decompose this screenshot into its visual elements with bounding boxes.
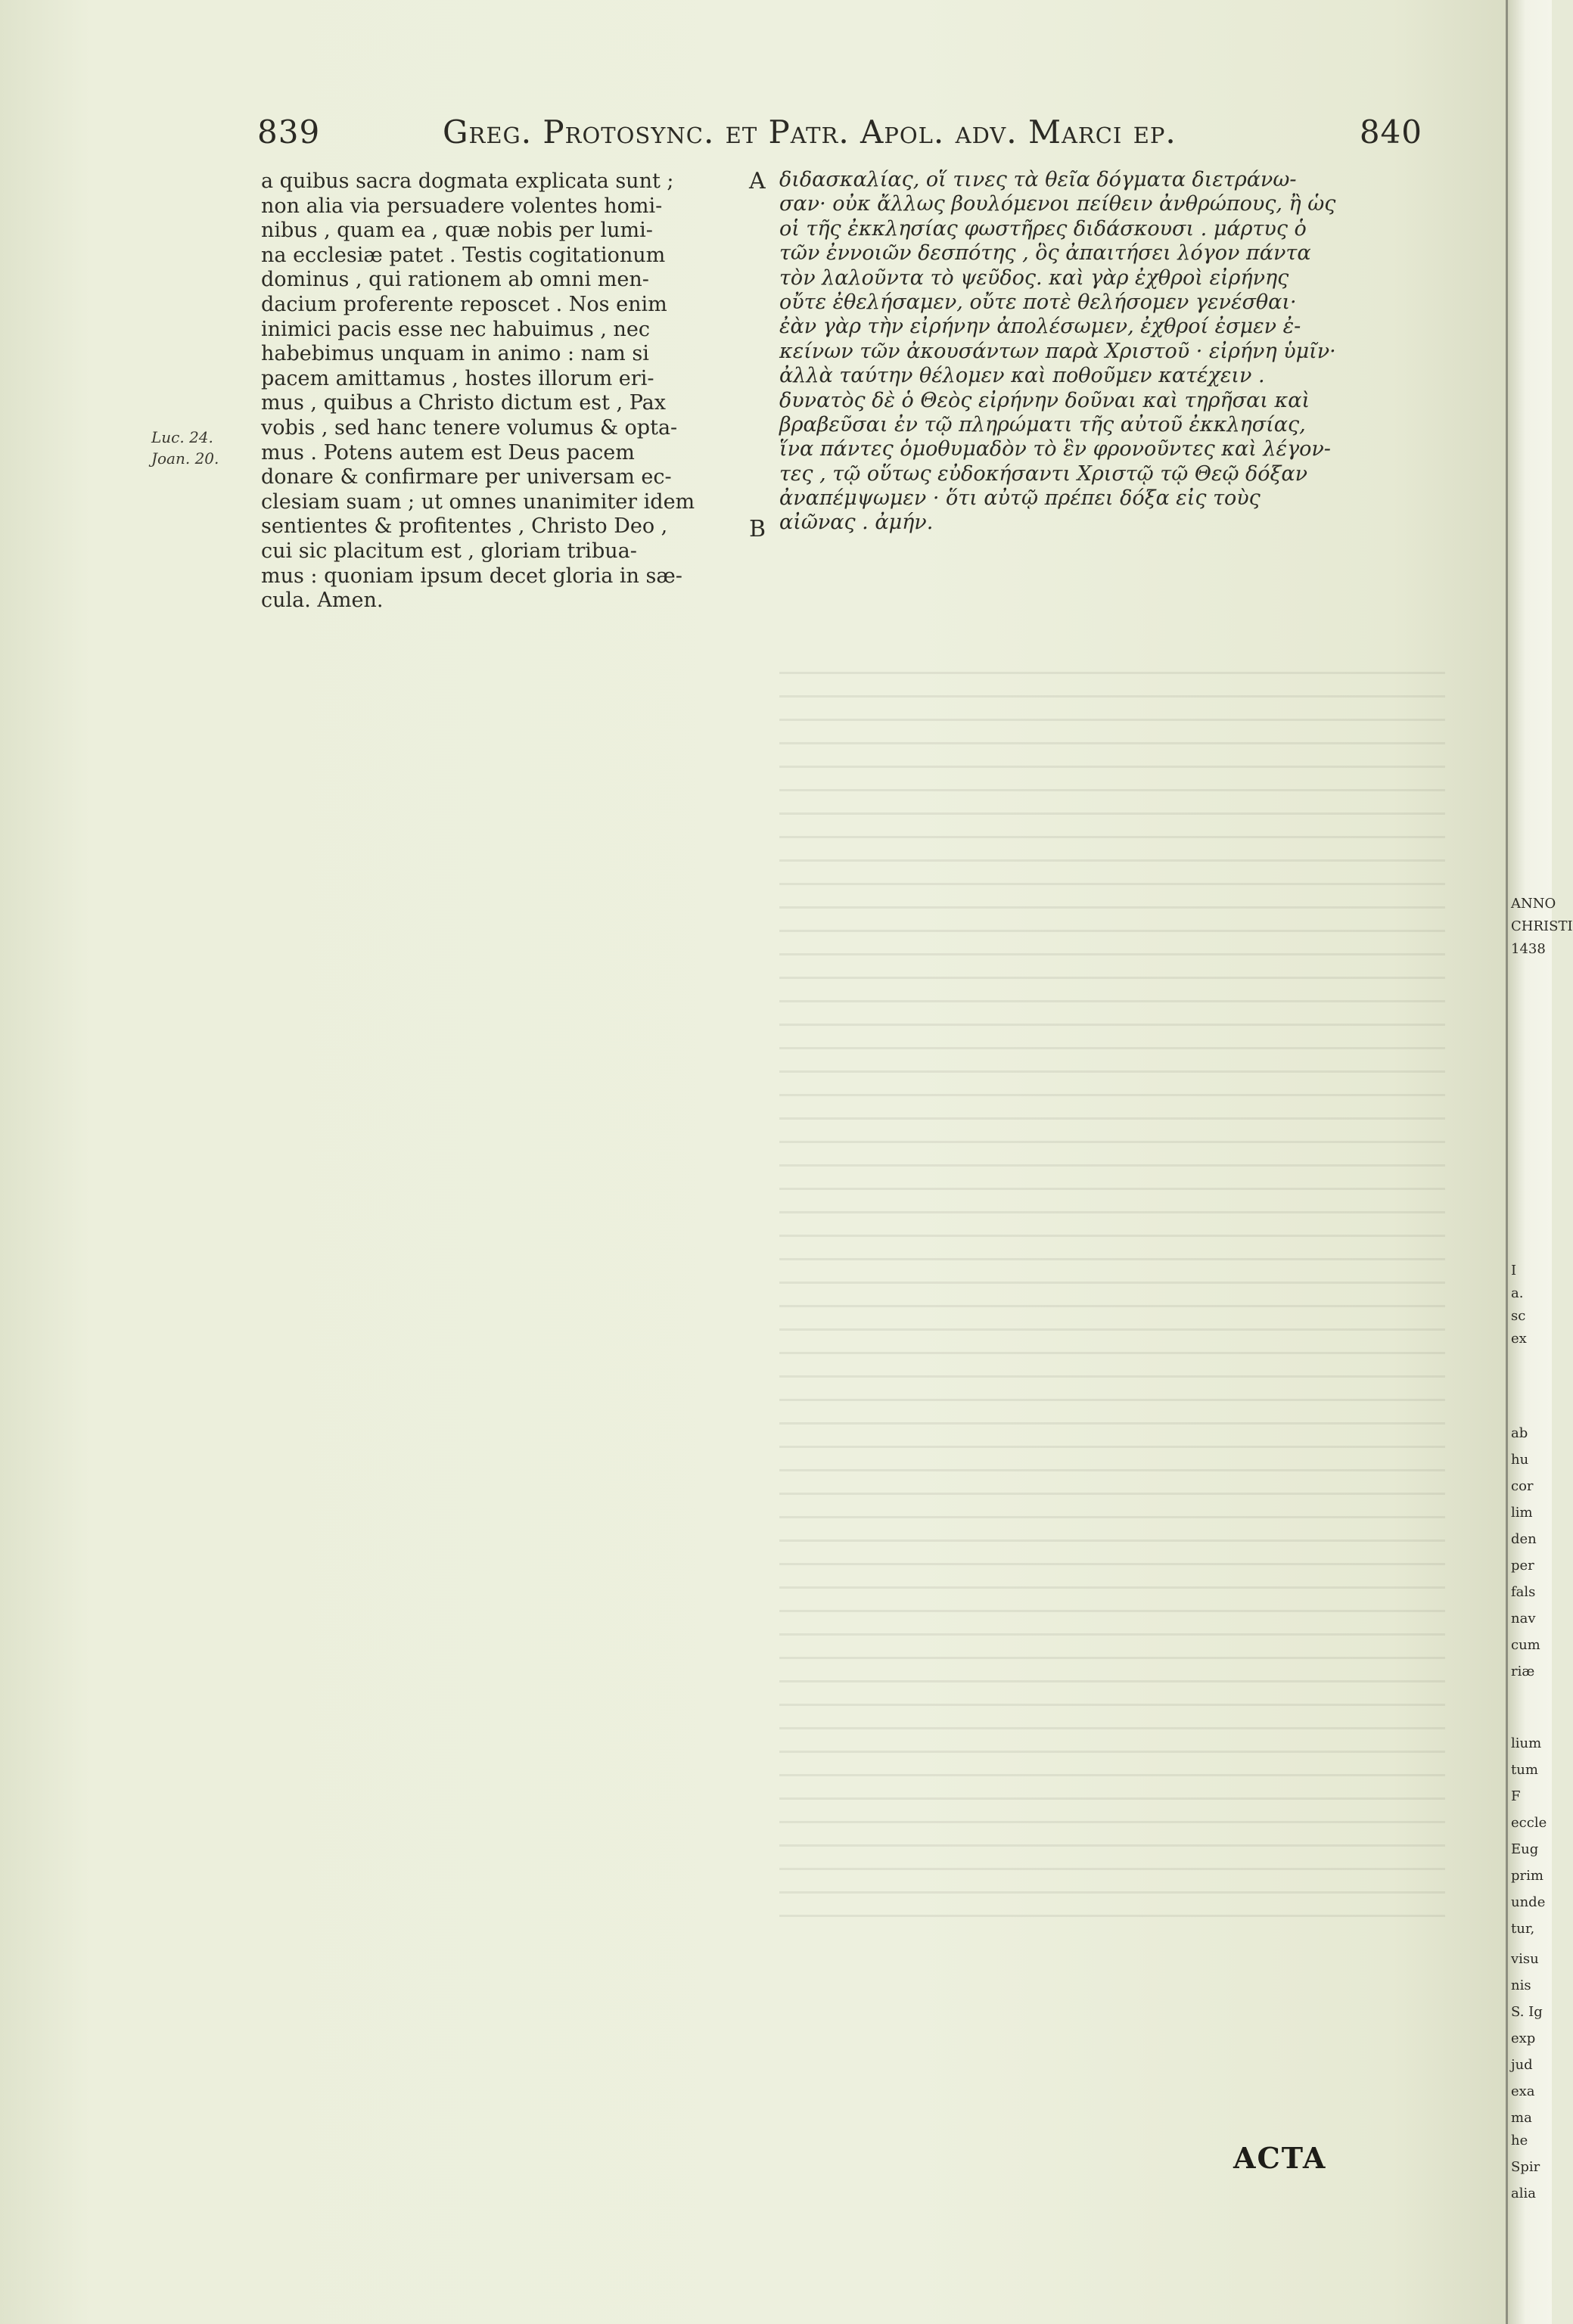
latin-line: donare & confirmare per universam ec-	[261, 465, 672, 489]
latin-line: habebimus unquam in animo : nam si	[261, 342, 649, 366]
latin-line: cui sic placitum est , gloriam tribua-	[261, 539, 637, 563]
greek-line: δυνατὸς δὲ ὁ Θεὸς εἰρήνην δοῦναι καὶ τηρῆσαι καὶ	[779, 388, 1310, 412]
running-header	[257, 113, 1422, 166]
adjacent-page-fragment: alia	[1511, 2186, 1536, 2201]
adjacent-page-fragment: 1438	[1511, 941, 1546, 957]
page-number-right: 840	[1359, 113, 1422, 151]
adjacent-page-fragment: ma	[1511, 2110, 1532, 2126]
greek-line: τῶν ἐννοιῶν δεσπότης , ὃς ἀπαιτήσει λόγον πάντα	[779, 241, 1311, 266]
latin-line: na ecclesiæ patet . Testis cogitationum	[261, 243, 666, 267]
adjacent-page-fragment: he	[1511, 2133, 1528, 2148]
margin-note-john: Joan. 20.	[151, 449, 219, 468]
page-number-left: 839	[257, 113, 321, 151]
latin-line: cula. Amen.	[261, 589, 384, 613]
adjacent-page-fragment: Eug	[1511, 1841, 1539, 1857]
adjacent-page-fragment: lim	[1511, 1505, 1533, 1521]
greek-line: κείνων τῶν ἀκουσάντων παρὰ Χριστοῦ · εἰρήνη ὑμῖν·	[779, 339, 1336, 363]
adjacent-page-fragment: CHRISTI	[1511, 918, 1573, 934]
adjacent-page-edge	[1506, 0, 1573, 2324]
latin-line: mus : quoniam ipsum decet gloria in sæ-	[261, 564, 682, 588]
latin-line: nibus , quam ea , quæ nobis per lumi-	[261, 219, 653, 243]
latin-line: dacium proferente reposcet . Nos enim	[261, 292, 667, 316]
latin-line: mus . Potens autem est Deus pacem	[261, 440, 635, 464]
greek-line: ἀλλὰ ταύτην θέλομεν καὶ ποθοῦμεν κατέχειν .	[779, 364, 1265, 388]
adjacent-page-fragment: cor	[1511, 1478, 1534, 1494]
greek-line: οὔτε ἐθελήσαμεν, οὔτε ποτὲ θελήσομεν γενέσθαι·	[779, 290, 1297, 314]
adjacent-page-fragment: den	[1511, 1531, 1537, 1547]
section-marker-b: B	[749, 516, 766, 542]
greek-line: τὸν λαλοῦντα τὸ ψεῦδος. καὶ γὰρ ἐχθροὶ εἰρήνης	[779, 266, 1289, 290]
adjacent-page-fragment: exp	[1511, 2030, 1536, 2046]
greek-line: ἵνα πάντες ὁμοθυμαδὸν τὸ ἓν φρονοῦντες καὶ λέγον-	[779, 437, 1331, 461]
adjacent-page-fragment: jud	[1511, 2057, 1533, 2073]
latin-line: inimici pacis esse nec habuimus , nec	[261, 317, 651, 341]
greek-line: ἀναπέμψωμεν · ὅτι αὐτῷ πρέπει δόξα εἰς τοὺς	[779, 486, 1261, 511]
adjacent-page-fragment: ex	[1511, 1331, 1527, 1347]
latin-line: a quibus sacra dogmata explicata sunt ;	[261, 169, 674, 193]
greek-line: οἱ τῆς ἐκκλησίας φωστῆρες διδάσκουσι . μάρτυς ὁ	[779, 216, 1307, 241]
latin-line: non alia via persuadere volentes homi-	[261, 194, 663, 218]
greek-line: διδασκαλίας, οἵ τινες τὰ θεῖα δόγματα διετράνω-	[779, 168, 1297, 191]
adjacent-page-fragment: lium	[1511, 1735, 1542, 1751]
greek-line: ἐὰν γὰρ τὴν εἰρήνην ἀπολέσωμεν, ἐχθροί ἐσμεν ἐ-	[779, 315, 1301, 339]
adjacent-page-fragment: ab	[1511, 1425, 1528, 1441]
latin-line: clesiam suam ; ut omnes unanimiter idem	[261, 489, 695, 514]
adjacent-page-fragment: unde	[1511, 1894, 1546, 1910]
latin-column	[261, 169, 738, 614]
catchword: ACTA	[1233, 2141, 1327, 2175]
greek-line: βραβεῦσαι ἐν τῷ πληρώματι τῆς αὐτοῦ ἐκκλησίας,	[779, 412, 1306, 437]
adjacent-page-fragment: tur,	[1511, 1921, 1535, 1937]
greek-line: τες , τῷ οὕτως εὐδοκήσαντι Χριστῷ τῷ Θεῷ δόξαν	[779, 461, 1308, 486]
greek-line: αἰῶνας . ἀμήν.	[779, 511, 934, 535]
adjacent-page-fragment: cum	[1511, 1637, 1540, 1653]
adjacent-page-fragment: nis	[1511, 1978, 1531, 1993]
adjacent-page-fragment: nav	[1511, 1611, 1536, 1626]
latin-line: dominus , qui rationem ab omni men-	[261, 268, 649, 292]
adjacent-page-fragment: S. Ig	[1511, 2004, 1543, 2020]
adjacent-page-fragment: I	[1511, 1263, 1517, 1279]
adjacent-page-fragment: exa	[1511, 2083, 1535, 2099]
latin-line: mus , quibus a Christo dictum est , Pax	[261, 391, 667, 415]
adjacent-page-fragment: fals	[1511, 1584, 1536, 1600]
adjacent-page-fragment: tum	[1511, 1762, 1538, 1778]
adjacent-page-fragment: a.	[1511, 1285, 1524, 1301]
latin-line: sentientes & profitentes , Christo Deo ,	[261, 514, 668, 539]
adjacent-page-fragment: prim	[1511, 1868, 1543, 1884]
greek-column	[779, 168, 1430, 536]
running-title: Greg. Protosync. et Patr. Apol. adv. Marci ep.	[443, 113, 1177, 151]
latin-line: pacem amittamus , hostes illorum eri-	[261, 366, 654, 390]
adjacent-page-fragment: eccle	[1511, 1815, 1547, 1831]
adjacent-page-fragment: F	[1511, 1788, 1521, 1804]
section-marker-a: A	[749, 168, 766, 194]
adjacent-page-fragment: visu	[1511, 1951, 1539, 1967]
greek-line: σαν· οὐκ ἄλλως βουλόμενοι πείθειν ἀνθρώπους, ἢ ὡς	[779, 192, 1336, 216]
margin-note-luke: Luc. 24.	[151, 428, 213, 446]
adjacent-page-fragment: Spir	[1511, 2159, 1540, 2175]
adjacent-page-fragment: hu	[1511, 1452, 1529, 1468]
adjacent-page-fragment: riæ	[1511, 1664, 1535, 1679]
adjacent-page-fragment: sc	[1511, 1308, 1526, 1324]
latin-line: vobis , sed hanc tenere volumus & opta-	[261, 415, 678, 440]
show-through-text	[779, 651, 1445, 1937]
adjacent-page-fragment: ANNO	[1511, 896, 1556, 912]
adjacent-page-fragment: per	[1511, 1558, 1534, 1574]
